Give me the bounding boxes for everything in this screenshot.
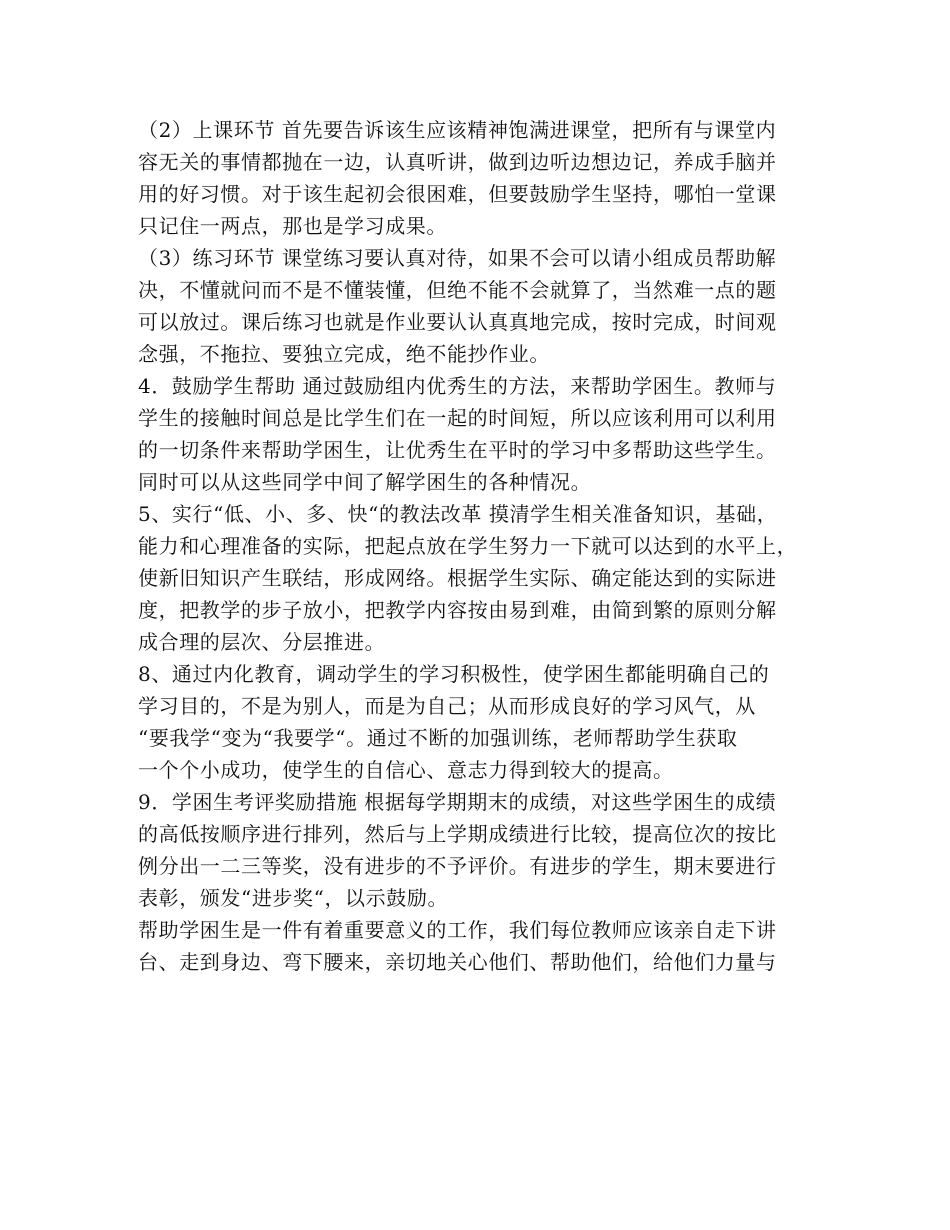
text-line: 8、通过内化教育，调动学生的学习积极性，使学困生都能明确自己的 (138, 662, 770, 686)
text-line: （3）练习环节 课堂练习要认真对待，如果不会可以请小组成员帮助解 (138, 246, 777, 270)
text-line: 学生的接触时间总是比学生们在一起的时间短，所以应该利用可以利用 (138, 406, 777, 430)
text-line: 5、实行“低、小、多、快“的教法改革 摸清学生相关准备知识，基础， (138, 502, 778, 526)
text-line: 度，把教学的步子放小，把教学内容按由易到难，由简到繁的原则分解 (138, 598, 777, 622)
text-line: 同时可以从这些同学中间了解学困生的各种情况。 (138, 470, 592, 494)
text-line: （2）上课环节 首先要告诉该生应该精神饱满进课堂，把所有与课堂内 (138, 118, 777, 142)
text-line: 的高低按顺序进行排列，然后与上学期成绩进行比较，提高位次的按比 (138, 822, 777, 846)
text-line: 4．鼓励学生帮助 通过鼓励组内优秀生的方法，来帮助学困生。教师与 (138, 374, 777, 398)
text-line: 例分出一二三等奖，没有进步的不予评价。有进步的学生，期末要进行 (138, 854, 777, 878)
document-body (138, 114, 828, 978)
text-line: 决，不懂就问而不是不懂装懂，但绝不能不会就算了，当然难一点的题 (138, 278, 777, 302)
text-line: 只记住一两点，那也是学习成果。 (138, 214, 447, 238)
text-line: 念强，不拖拉、要独立完成，绝不能抄作业。 (138, 342, 550, 366)
text-line: 的一切条件来帮助学困生，让优秀生在平时的学习中多帮助这些学生。 (138, 438, 777, 462)
text-line: 表彰，颁发“进步奖“，以示鼓励。 (138, 886, 449, 910)
text-line: 能力和心理准备的实际，把起点放在学生努力一下就可以达到的水平上， (138, 534, 798, 558)
text-line: 用的好习惯。对于该生起初会很困难，但要鼓励学生坚持，哪怕一堂课 (138, 182, 777, 206)
text-line: 使新旧知识产生联结，形成网络。根据学生实际、确定能达到的实际进 (138, 566, 777, 590)
text-line: 9．学困生考评奖励措施 根据每学期期末的成绩，对这些学困生的成绩 (138, 790, 777, 814)
text-line: 容无关的事情都抛在一边，认真听讲，做到边听边想边记，养成手脑并 (138, 150, 777, 174)
text-line: 成合理的层次、分层推进。 (138, 630, 386, 654)
text-line: 帮助学困生是一件有着重要意义的工作，我们每位教师应该亲自走下讲 (138, 918, 777, 942)
text-line: 学习目的，不是为别人，而是为自己；从而形成良好的学习风气，从 (138, 694, 756, 718)
text-line: 一个个小成功，使学生的自信心、意志力得到较大的提高。 (138, 758, 674, 782)
text-line: “要我学“变为“我要学“。通过不断的加强训练，老师帮助学生获取 (138, 726, 738, 750)
text-line: 可以放过。课后练习也就是作业要认认真真地完成，按时完成，时间观 (138, 310, 777, 334)
text-line: 台、走到身边、弯下腰来，亲切地关心他们、帮助他们，给他们力量与 (138, 950, 777, 974)
